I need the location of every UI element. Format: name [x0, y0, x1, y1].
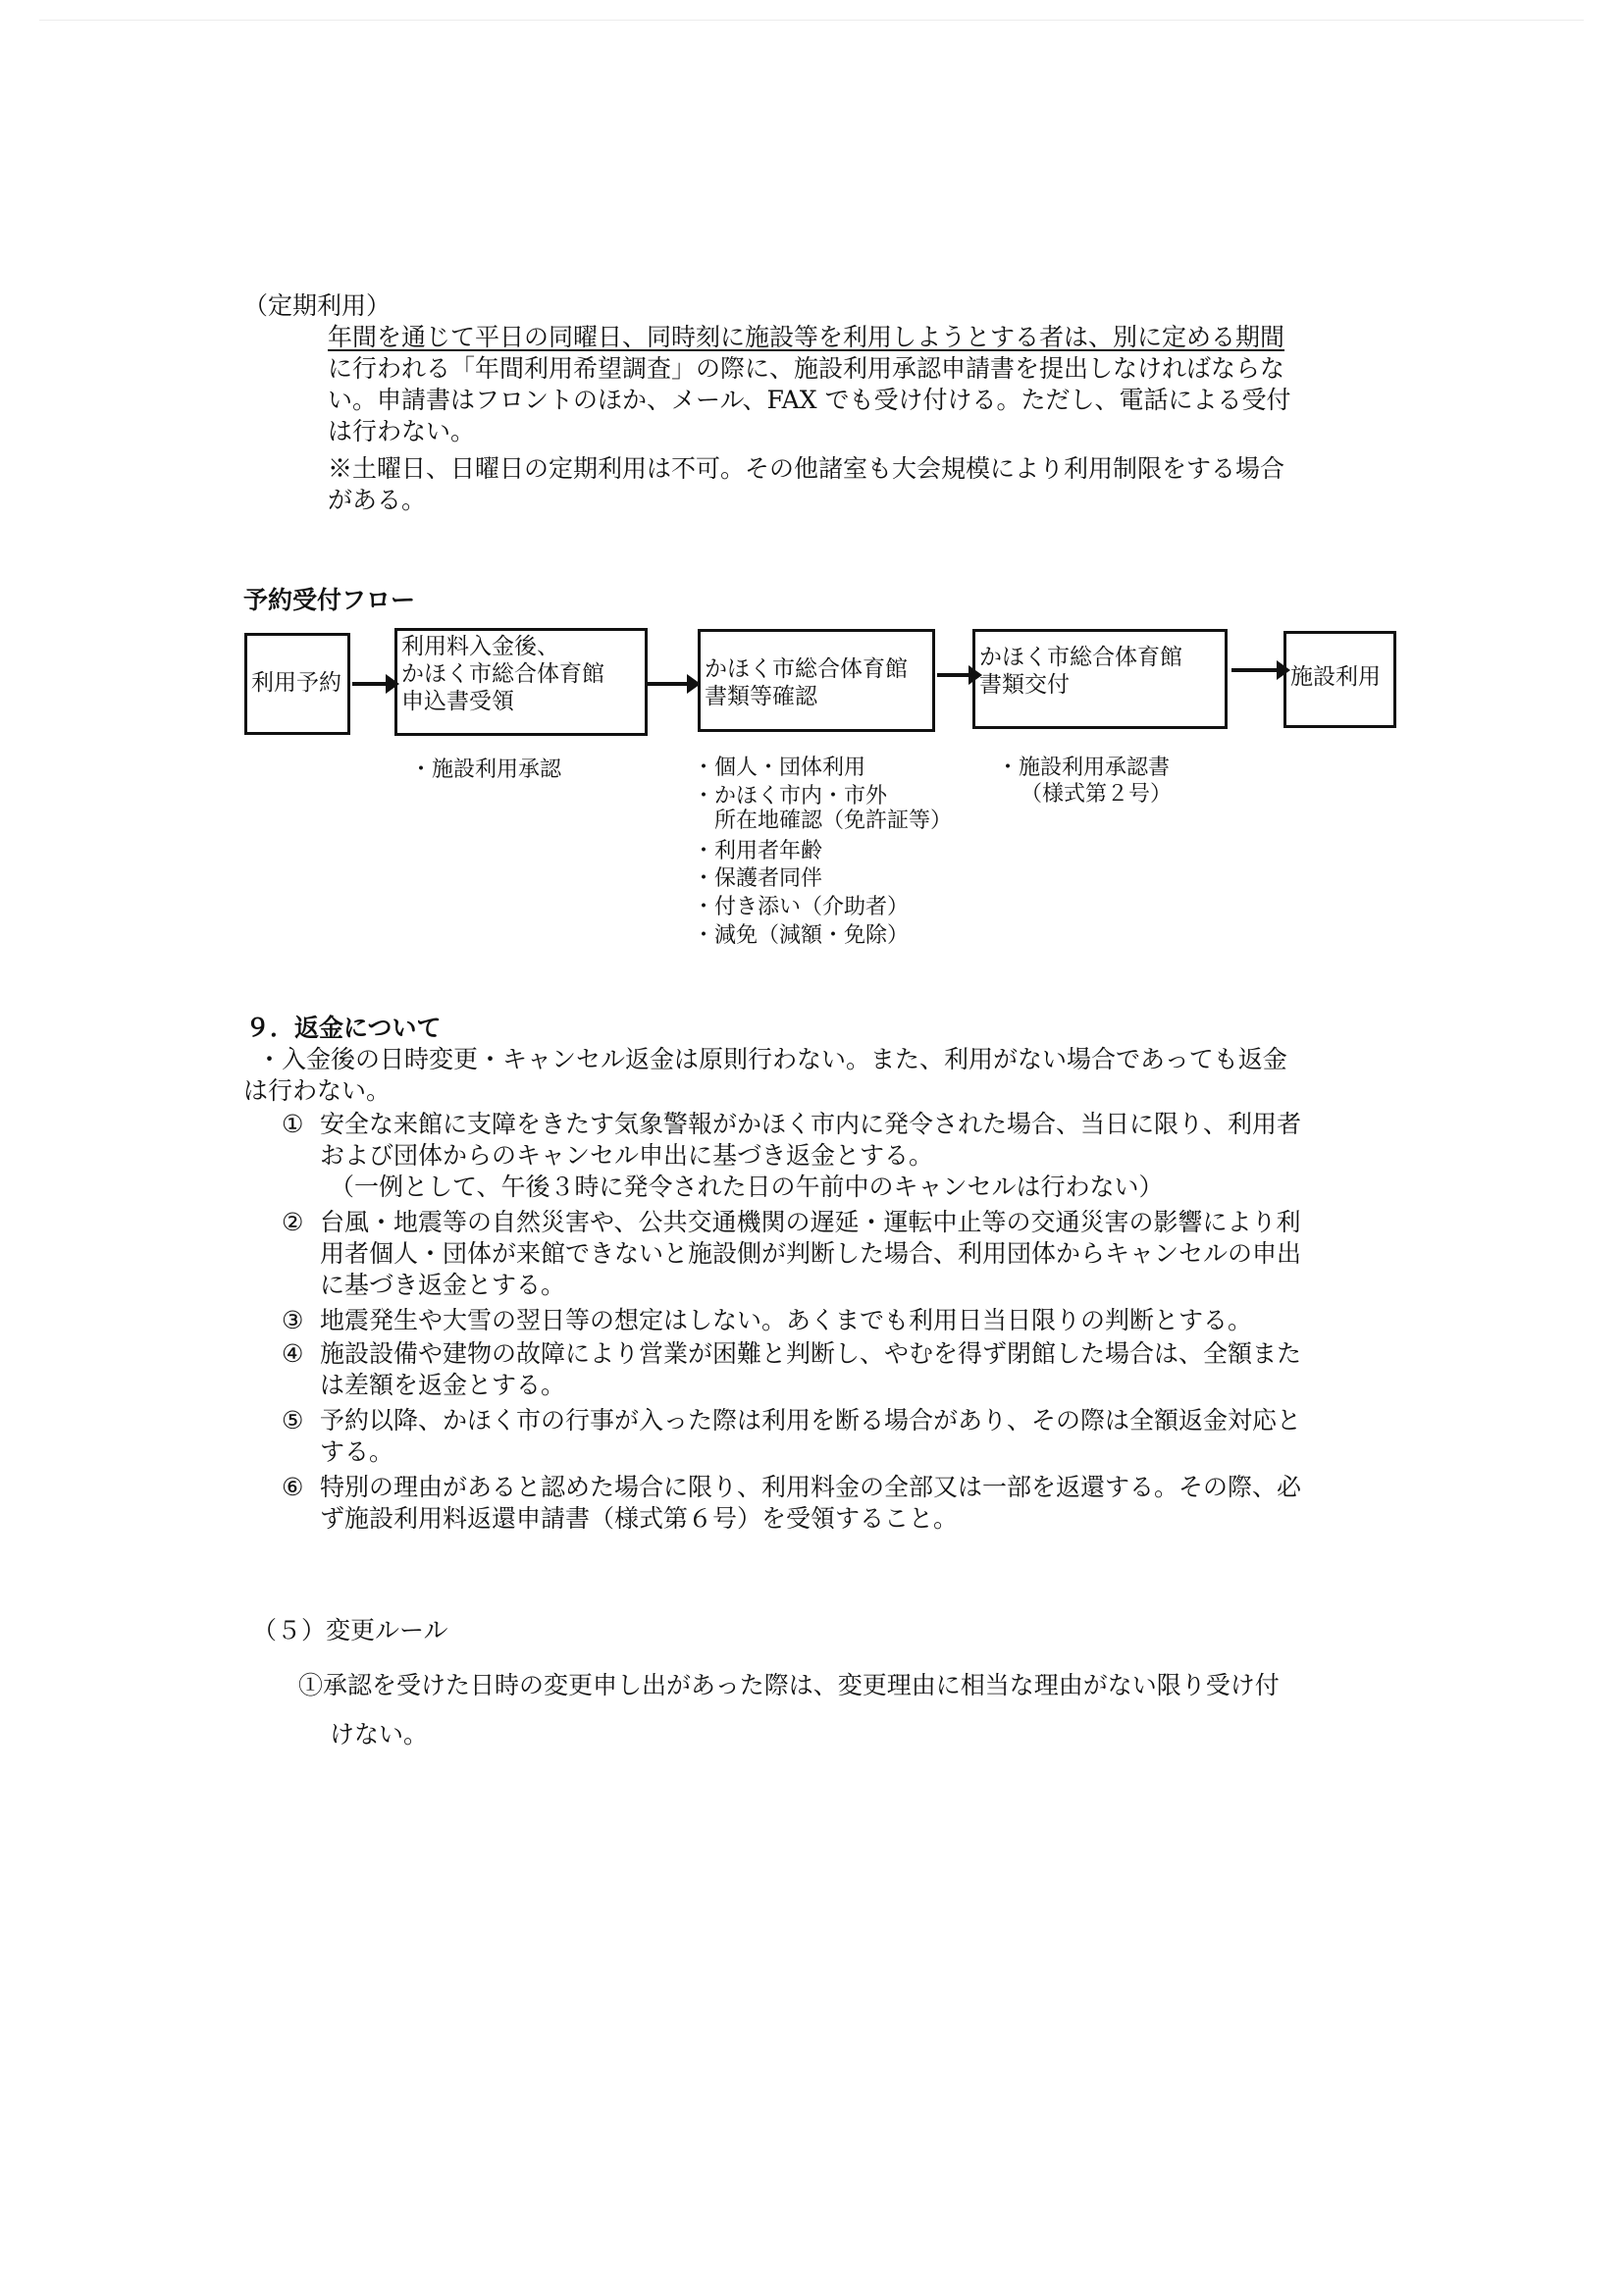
refund-intro-line-2: は行わない。 — [243, 1076, 392, 1105]
refund-item-5-line-2: する。 — [320, 1437, 394, 1466]
refund-item-1-line-2: および団体からのキャンセル申出に基づき返金とする。 — [320, 1141, 934, 1170]
flow-note-check-2: ・かほく市内・市外 — [693, 784, 888, 809]
flow-box-check-line-1: かほく市総合体育館 — [705, 656, 908, 682]
flow-note-check-3: 所在地確認（免許証等） — [693, 809, 953, 833]
refund-item-2-line-2: 用者個人・団体が来館できないと施設側が判断した場合、利用団体からキャンセルの申出 — [320, 1239, 1302, 1268]
flow-note-check-6: ・付き添い（介助者） — [693, 895, 910, 919]
flow-box-issue-line-2: 書類交付 — [979, 672, 1070, 698]
refund-item-5-num: ⑤ — [282, 1406, 304, 1435]
refund-item-6-num: ⑥ — [282, 1473, 304, 1501]
flow-title: 予約受付フロー — [243, 586, 416, 614]
teiki-note-line-2: がある。 — [328, 486, 427, 514]
flow-note-approval: ・施設利用承認 — [410, 757, 562, 782]
flow-box-issue — [972, 629, 1228, 729]
teiki-line-1: 年間を通じて平日の同曜日、同時刻に施設等を利用しようとする者は、別に定める期間 — [328, 323, 1285, 351]
flow-box-payment-line-3: 申込書受領 — [401, 689, 514, 714]
refund-item-2-line-3: に基づき返金とする。 — [320, 1271, 566, 1299]
flow-box-reserve-text: 利用予約 — [251, 670, 341, 696]
refund-item-6-line-2: ず施設利用料返還申請書（様式第６号）を受領すること。 — [320, 1504, 959, 1533]
flow-box-payment — [394, 628, 648, 736]
flow-arrow-1 — [352, 682, 388, 686]
teiki-line-4: は行わない。 — [328, 417, 476, 445]
flow-note-check-1: ・個人・団体利用 — [693, 756, 866, 780]
teiki-note-line-1: ※土曜日、日曜日の定期利用は不可。その他諸室も大会規模により利用制限をする場合 — [328, 454, 1285, 483]
refund-item-2-num: ② — [282, 1208, 304, 1236]
change-rule-heading: （５）変更ルール — [252, 1616, 448, 1644]
refund-item-6-line-1: 特別の理由があると認めた場合に限り、利用料金の全部又は一部を返還する。その際、必 — [320, 1473, 1302, 1501]
refund-intro-line-1: ・入金後の日時変更・キャンセル返金は原則行わない。また、利用がない場合であっても返金 — [257, 1045, 1287, 1073]
flow-note-issue-2: （様式第２号） — [1021, 782, 1173, 807]
flow-box-reserve — [244, 633, 350, 735]
teiki-line-2: に行われる「年間利用希望調査」の際に、施設利用承認申請書を提出しなければならな — [328, 354, 1285, 383]
refund-item-4-line-1: 施設設備や建物の故障により営業が困難と判断し、やむを得ず閉館した場合は、全額また — [320, 1339, 1302, 1368]
flow-arrow-3 — [937, 673, 970, 677]
flow-note-check-5: ・保護者同伴 — [693, 866, 823, 891]
refund-item-2-line-1: 台風・地震等の自然災害や、公共交通機関の遅延・運転中止等の交通災害の影響により利 — [320, 1208, 1301, 1236]
flow-box-check-line-2: 書類等確認 — [705, 684, 817, 709]
flow-arrow-4 — [1231, 668, 1279, 672]
flow-note-issue-1: ・施設利用承認書 — [997, 756, 1171, 780]
flow-box-use-text: 施設利用 — [1290, 664, 1381, 690]
change-rule-line-1: ①承認を受けた日時の変更申し出があった際は、変更理由に相当な理由がない限り受け付 — [298, 1671, 1280, 1699]
refund-item-1-line-3: （一例として、午後３時に発令された日の午前中のキャンセルは行わない） — [330, 1173, 1164, 1201]
flow-note-check-4: ・利用者年齢 — [693, 839, 823, 863]
flow-box-issue-line-1: かほく市総合体育館 — [979, 645, 1182, 670]
refund-heading: ９．返金について — [245, 1014, 442, 1042]
change-rule-line-2: けない。 — [330, 1720, 429, 1748]
flow-box-check — [698, 629, 935, 732]
page-top-edge — [39, 20, 1584, 21]
refund-item-5-line-1: 予約以降、かほく市の行事が入った際は利用を断る場合があり、その際は全額返金対応と — [320, 1406, 1302, 1435]
refund-item-4-line-2: は差額を返金とする。 — [320, 1371, 566, 1399]
refund-item-3-line-1: 地震発生や大雪の翌日等の想定はしない。あくまでも利用日当日限りの判断とする。 — [320, 1306, 1253, 1334]
flow-box-payment-line-1: 利用料入金後、 — [401, 634, 559, 659]
flow-arrow-2 — [648, 682, 689, 686]
flow-box-payment-line-2: かほく市総合体育館 — [401, 661, 604, 687]
refund-item-3-num: ③ — [282, 1306, 304, 1334]
teiki-line-3: い。申請書はフロントのほか、メール、FAX でも受け付ける。ただし、電話による受付 — [328, 386, 1291, 414]
teiki-heading: （定期利用） — [243, 291, 392, 320]
refund-item-4-num: ④ — [282, 1339, 304, 1368]
flow-box-use — [1283, 631, 1396, 728]
refund-item-1-num: ① — [282, 1110, 304, 1138]
flow-note-check-7: ・減免（減額・免除） — [693, 923, 910, 948]
refund-item-1-line-1: 安全な来館に支障をきたす気象警報がかほく市内に発令された場合、当日に限り、利用者 — [320, 1110, 1302, 1138]
